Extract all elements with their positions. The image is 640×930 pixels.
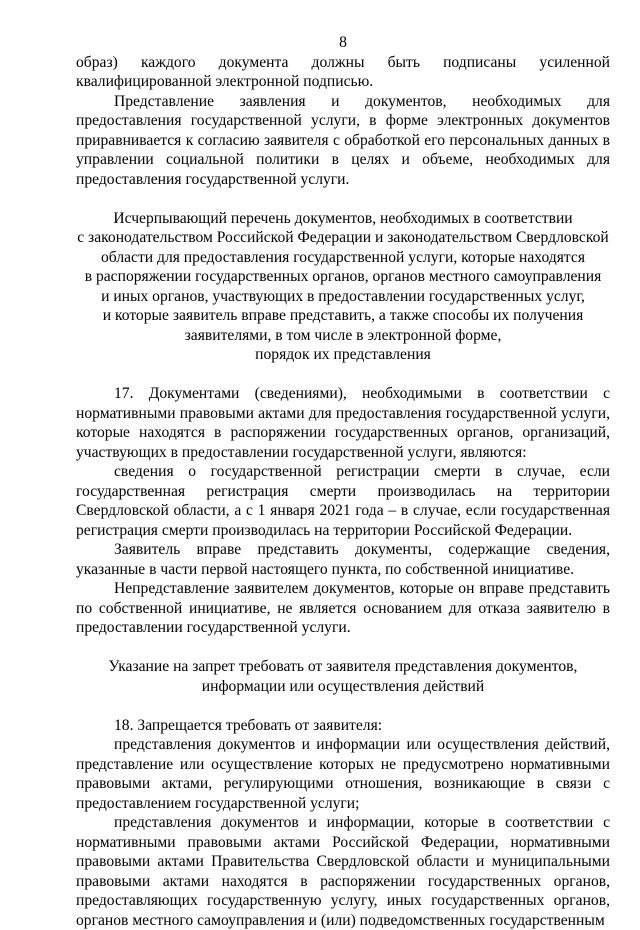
heading-documents-list xyxy=(76,209,610,365)
heading-line: и иных органов, участвующих в предоставлении государственных услуг, xyxy=(101,287,585,305)
paragraph-consent: Представление заявления и документов, необходимых для предоставления государственной услуги, в форме электронных документов приравнивается к согласию заявителя с обработкой его персональных данных в управлении социальной политики в целях и объеме, необходимых для предоставления государственной услуги. xyxy=(76,92,610,188)
heading-line: в распоряжении государственных органов, органов местного самоуправления xyxy=(84,268,602,285)
heading-line: и которые заявитель вправе представить, а также способы их получения xyxy=(102,307,584,324)
paragraph-signature: образ) каждого документа должны быть подписаны усиленной квалифицированной электронной подписью. xyxy=(76,53,610,90)
paragraph-own-initiative: Заявитель вправе представить документы, содержащие сведения, указанные в части первой настоящего пункта, по собственной инициативе. xyxy=(76,541,610,578)
page-number: 8 xyxy=(339,34,347,51)
heading-line: заявителями, в том числе в электронной форме, xyxy=(184,326,502,344)
paragraph-item-17: 17. Документами (сведениями), необходимыми в соответствии с нормативными правовыми актами для предоставления государственной услуги, которые находятся в распоряжении государственных органов, организаций, участвующих в предоставлении государственной услуги, являются: xyxy=(76,385,610,461)
paragraph-non-submission: Непредставление заявителем документов, которые он вправе представить по собственной инициативе, не является основанием для отказа заявителю в предоставлении государственной услуги. xyxy=(76,580,610,636)
paragraph-death-registration: сведения о государственной регистрации смерти в случае, если государственная регистрация смерти производилась на территории Свердловской области, а с 1 января 2021 года – в случае, если государственная регистрация смерти производилась на территории Российской Федерации. xyxy=(76,463,610,539)
heading-line: области для предоставления государственной услуги, которые находятся xyxy=(100,248,586,266)
paragraph-item-18: 18. Запрещается требовать от заявителя: xyxy=(114,716,383,734)
paragraph-prohibition-documents: представления документов и информации, которые в соответствии с нормативными правовыми актами Российской Федерации, нормативными правовыми актами Правительства Свердловской области и муниципальными правовыми актами находятся в распоряжении государственных органов, предоставляющих государственную услугу, иных государственных органов, органов местного самоуправления и (или) подведомственных государственным xyxy=(76,814,610,929)
heading-prohibition xyxy=(76,657,610,696)
heading-line: с законодательством Российской Федерации и законодательством Свердловской xyxy=(77,229,609,246)
heading-line: Указание на запрет требовать от заявителя представления документов, xyxy=(108,658,578,675)
heading-line: информации или осуществления действий xyxy=(201,677,485,695)
heading-line: порядок их представления xyxy=(255,346,431,363)
heading-line: Исчерпывающий перечень документов, необходимых в соответствии xyxy=(113,209,573,227)
paragraph-prohibition-actions: представления документов и информации или осуществления действий, представление или осуществление которых не предусмотрено нормативными правовыми актами, регулирующими отношения, возникающие в связи с предоставлением государственной услуги; xyxy=(76,736,610,812)
